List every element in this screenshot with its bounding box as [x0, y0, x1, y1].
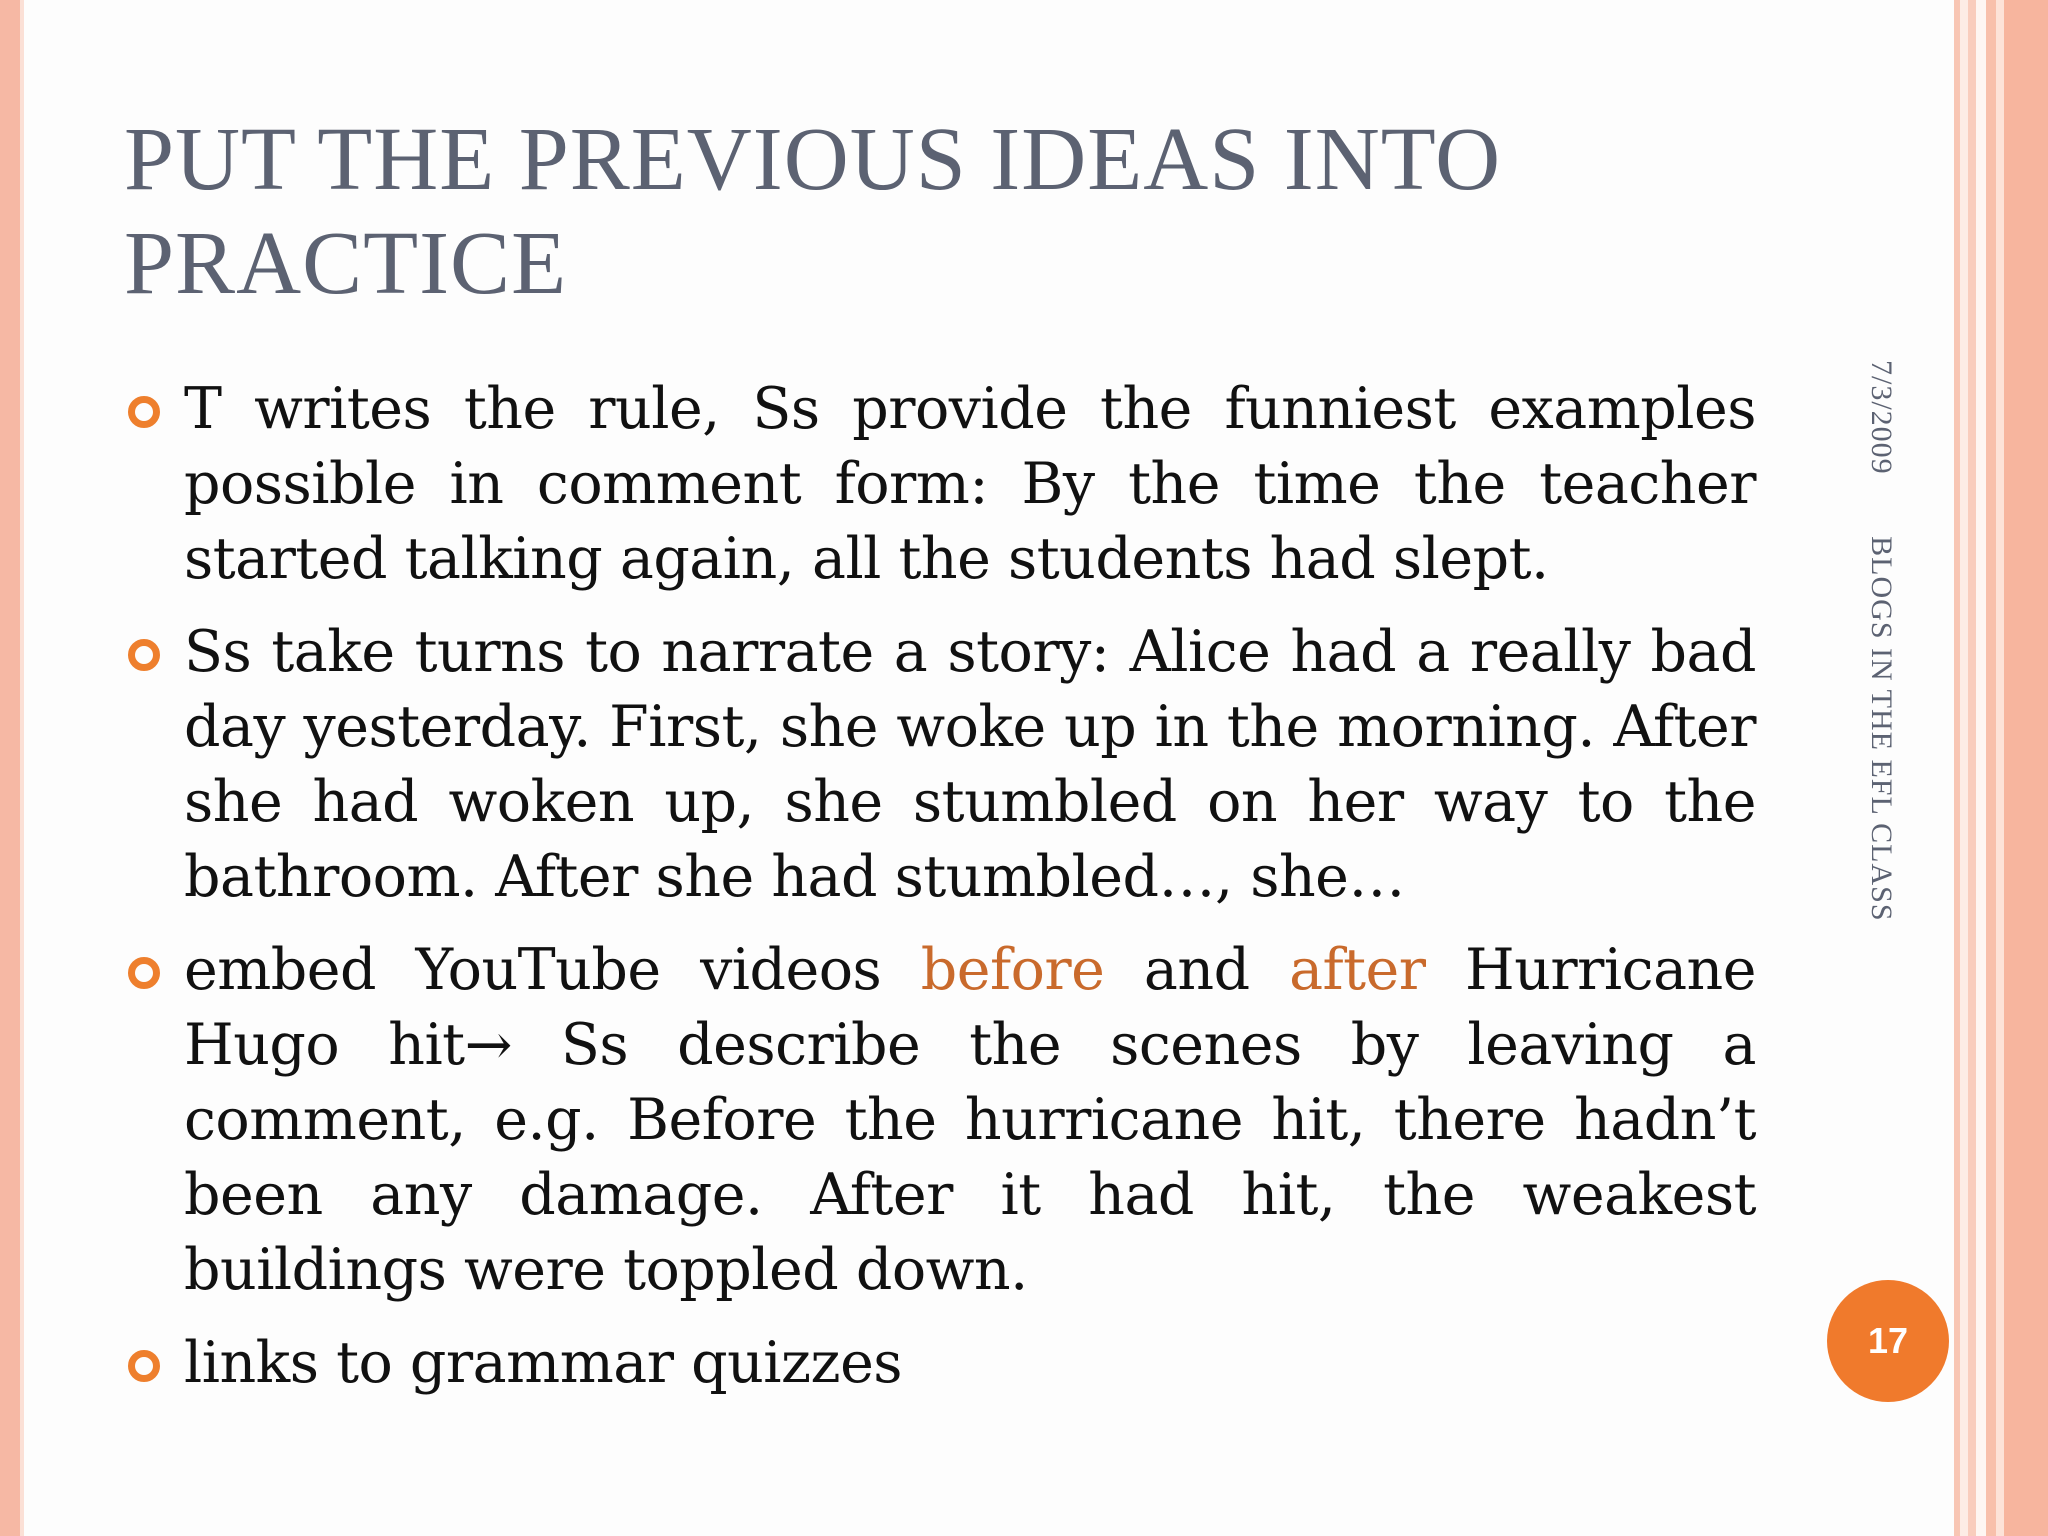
bullet-circle-icon [128, 396, 160, 428]
bullet-list [128, 372, 1756, 1419]
footer-title: BLOGS IN THE EFL CLASS [1865, 536, 1898, 922]
bullet-text-part: and [1104, 937, 1290, 1003]
bullet-item [128, 615, 1756, 915]
bullet-item [128, 933, 1756, 1308]
right-stripe-decoration [1976, 0, 1986, 1536]
bullet-item [128, 1326, 1756, 1401]
right-stripe-decoration [1986, 0, 1996, 1536]
slide-title: PUT THE PREVIOUS IDEAS INTO PRACTICE [124, 110, 1502, 313]
bullet-item [128, 372, 1756, 597]
bullet-text-part: embed YouTube videos [184, 937, 921, 1003]
highlighted-word-before: before [920, 937, 1105, 1003]
left-border-decoration [0, 0, 20, 1536]
bullet-text: links to grammar quizzes [184, 1330, 903, 1396]
vertical-footer [1864, 360, 1898, 922]
page-number-badge: 17 [1827, 1280, 1949, 1402]
bullet-text-part: Hurricane Hugo hit→ Ss describe the scenes by leaving a comment, e.g. Before the hurricane hit, there hadn’t been any damage. After it had hit, the weakest buildings were toppled down. [184, 937, 1756, 1303]
right-stripe-decoration [2004, 0, 2048, 1536]
right-stripe-decoration [1996, 0, 2004, 1536]
bullet-circle-icon [128, 957, 160, 989]
right-stripe-decoration [1960, 0, 1968, 1536]
bullet-circle-icon [128, 639, 160, 671]
footer-date: 7/3/2009 [1865, 360, 1898, 475]
bullet-text: T writes the rule, Ss provide the funniest examples possible in comment form: By the time the teacher started talking again, all the students had slept. [184, 376, 1756, 592]
highlighted-word-after: after [1289, 937, 1426, 1003]
bullet-text: Ss take turns to narrate a story: Alice had a really bad day yesterday. First, she woke up in the morning. After she had woken up, she stumbled on her way to the bathroom. After she had stumbled…, she… [184, 619, 1756, 910]
right-stripe-decoration [1968, 0, 1976, 1536]
bullet-circle-icon [128, 1350, 160, 1382]
